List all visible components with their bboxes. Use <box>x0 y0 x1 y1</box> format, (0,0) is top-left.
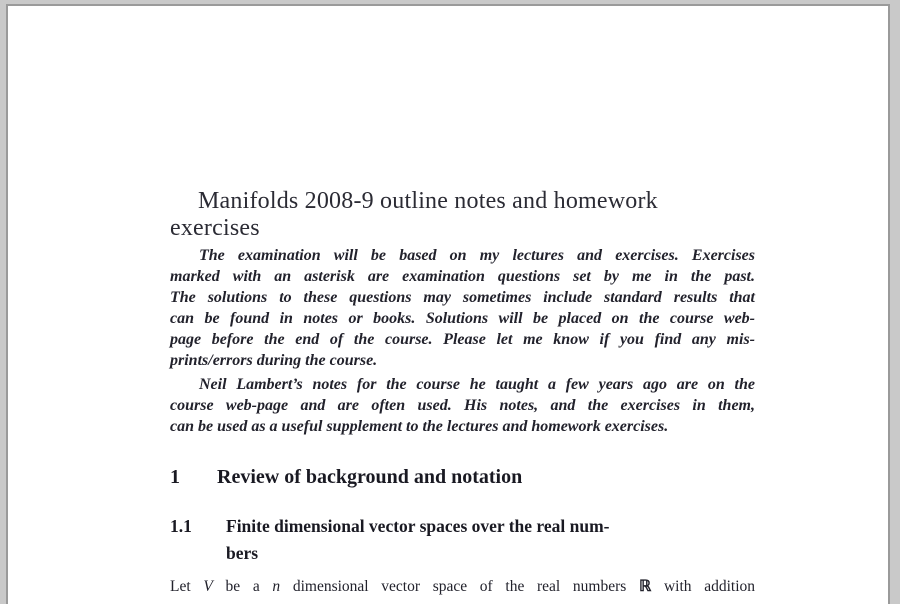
math-var-n: n <box>272 578 281 595</box>
subsection-1-1-title <box>226 513 610 567</box>
document-text-block <box>170 6 755 597</box>
body-text-segment: dimensional vector space of the real numbers <box>280 578 639 595</box>
document-title-line-1: Manifolds 2008-9 outline notes and homework <box>198 188 658 214</box>
subsection-1-1-title-line-1: Finite dimensional vector spaces over the real num- <box>226 516 610 536</box>
intro-paragraph-line: marked with an asterisk are examination questions set by me in the past. <box>170 268 755 285</box>
document-title <box>170 188 755 242</box>
notes-paragraph-line: can be used as a useful supplement to the lectures and homework exercises. <box>170 418 669 435</box>
body-text-segment: be a <box>212 578 273 595</box>
subsection-1-1-heading <box>170 513 755 567</box>
notes-paragraph-line: Neil Lambert’s notes for the course he taught a few years ago are on the <box>199 376 755 393</box>
intro-paragraph-line: prints/errors during the course. <box>170 352 378 369</box>
notes-paragraph <box>170 374 755 437</box>
notes-paragraph-line: course web-page and are often used. His notes, and the exercises in them, <box>170 397 755 414</box>
section-1-title: Review of background and notation <box>217 466 523 488</box>
pdf-page <box>6 4 890 604</box>
intro-paragraph-line: The solutions to these questions may sometimes include standard results that <box>170 289 755 306</box>
subsection-1-1-title-line-2: bers <box>226 543 259 563</box>
subsection-1-1-number: 1.1 <box>170 516 192 536</box>
intro-paragraph-line: page before the end of the course. Please let me know if you find any mis- <box>170 331 755 348</box>
intro-paragraph-line: can be found in notes or books. Solutions will be placed on the course web- <box>170 310 755 327</box>
section-1-number: 1 <box>170 466 180 488</box>
intro-paragraph-line: The examination will be based on my lectures and exercises. Exercises <box>199 247 755 264</box>
section-1-heading <box>170 464 755 490</box>
body-text-segment: Let <box>170 578 204 595</box>
body-text-segment: with addition <box>651 578 756 595</box>
body-paragraph <box>170 577 755 597</box>
intro-paragraph <box>170 245 755 371</box>
blackboard-R-symbol: ℝ <box>639 578 652 595</box>
document-title-line-2: exercises <box>170 215 260 241</box>
math-var-V: V <box>203 578 213 595</box>
